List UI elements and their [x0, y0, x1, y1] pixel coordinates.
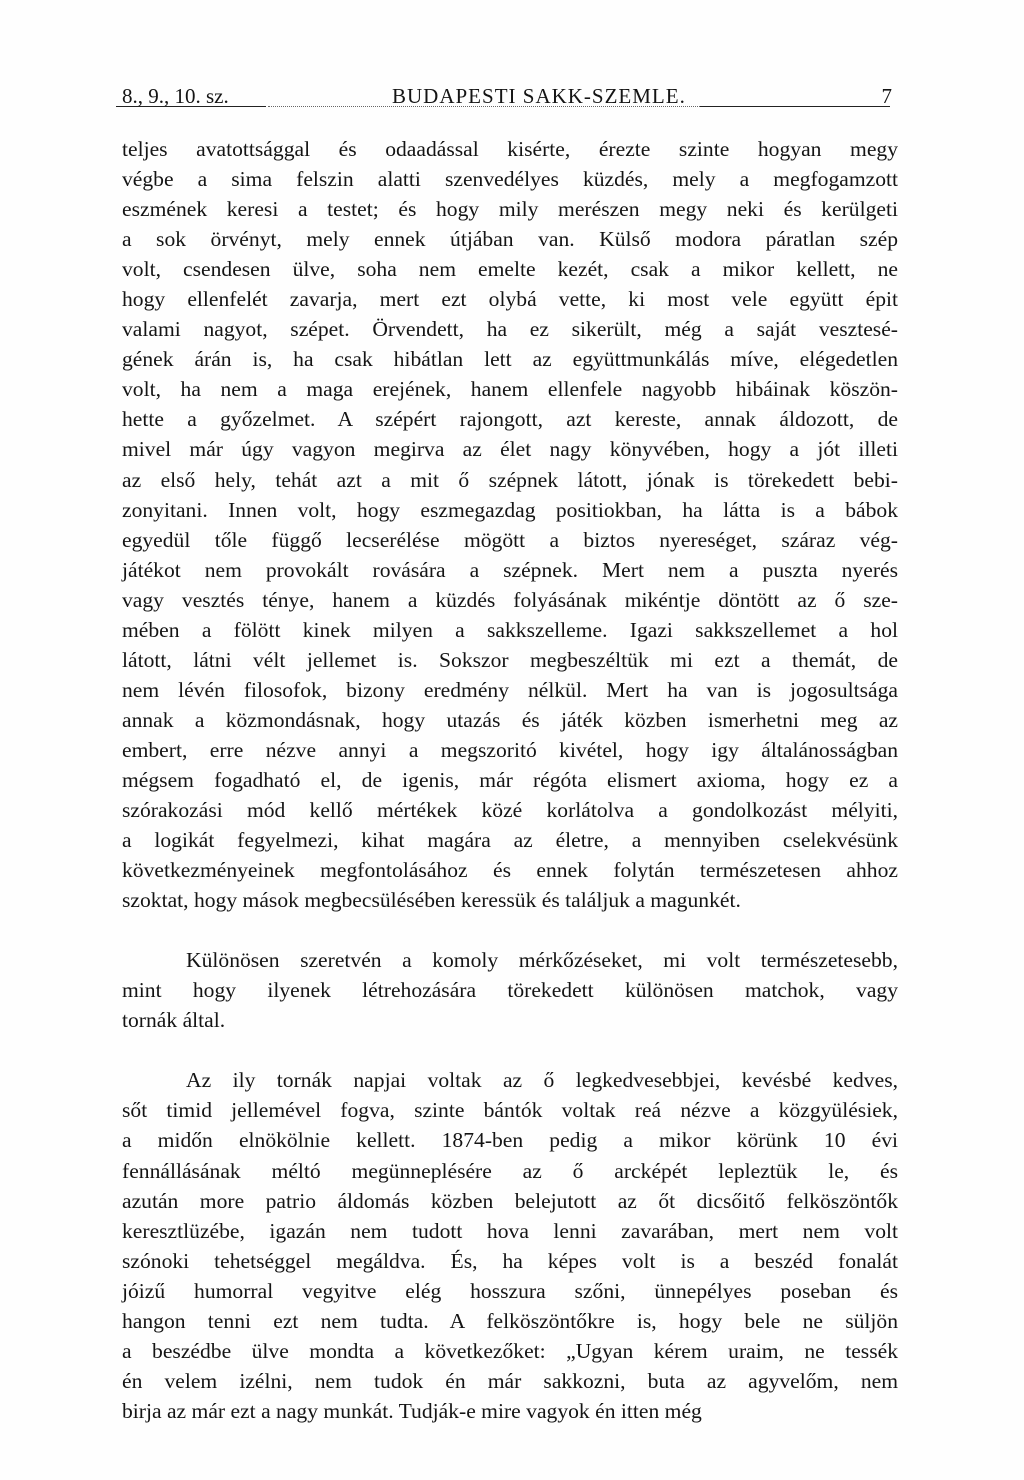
paragraph-gap: [122, 1035, 898, 1065]
text-line: mint hogy ilyenek létrehozására törekedett különösen matchok, vagy: [122, 978, 898, 1003]
text-line: mében a fölött kinek milyen a sakkszelleme. Igazi sakkszellemet a hol: [122, 617, 898, 642]
header-rule: [700, 106, 890, 107]
text-line: mégsem fogadható el, de igenis, már régóta elismert axioma, hogy ez a: [122, 767, 898, 792]
paragraph: [122, 1065, 898, 1426]
text-line: zonyitani. Innen volt, hogy eszmegazdag positiokban, ha látta is a bábok: [122, 497, 898, 522]
text-line: keresztlüzébe, igazán nem tudott hova lenni zavarában, mert nem volt: [122, 1218, 898, 1243]
text-line: gének árán is, ha csak hibátlan lett az együttmunkálás míve, elégedetlen: [122, 347, 898, 372]
text-line: következményeinek megfontolásához és ennek folytán természetesen ahhoz: [122, 858, 898, 883]
text-line: tornák által.: [122, 1008, 226, 1033]
text-line: eszmének keresi a testet; és hogy mily merészen megy neki és kerülgeti: [122, 197, 898, 222]
text-line: egyedül tőle függő lecserélése mögött a biztos nyereséget, száraz vég-: [122, 527, 898, 552]
text-line: szoktat, hogy mások megbecsülésében keressük és találjuk a magunkét.: [122, 888, 741, 913]
text-line: mivel már úgy vagyon megirva az élet nagy könyvében, hogy a jót illeti: [122, 437, 898, 462]
text-line: birja az már ezt a nagy munkát. Tudják-e mire vagyok én itten még: [122, 1398, 702, 1423]
issue-number: 8., 9., 10. sz.: [122, 84, 229, 108]
text-line: a sok örvényt, mely ennek útjában van. Külső modora páratlan szép: [122, 227, 898, 252]
text-line: hogy ellenfelét zavarja, mert ezt olybá vette, ki most vele együtt épit: [122, 287, 898, 312]
text-line: volt, ha nem a maga erejének, hanem ellenfele nagyobb hibáinak köszön-: [122, 377, 898, 402]
paragraph: [122, 134, 898, 915]
text-line: nem lévén filosofok, bizony eredmény nélkül. Mert ha van is jogosultsága: [122, 677, 898, 702]
text-line: annak a közmondásnak, hogy utazás és játék közben ismerhetni meg az: [122, 707, 898, 732]
text-line: szórakozási mód kellő mértékek közé korlátolva a gondolkozást mélyiti,: [122, 798, 898, 823]
text-line: a logikát fegyelmezi, kihat magára az életre, a mennyiben cselekvésünk: [122, 828, 898, 853]
text-line: végbe a sima felszin alatti szenvedélyes küzdés, mely a megfogamzott: [122, 167, 898, 192]
header-rule: [116, 106, 266, 107]
text-line: teljes avatottsággal és odaadással kisérte, érezte szinte hogyan megy: [122, 137, 898, 161]
text-line: hangon tenni ezt nem tudta. A felköszöntőkre is, hogy bele ne süljön: [122, 1308, 898, 1333]
text-line: szónoki tehetséggel megáldva. És, ha képes volt is a beszéd fonalát: [122, 1248, 898, 1273]
text-line: embert, erre nézve annyi a megszoritó kivétel, hogy igy általánosságban: [122, 737, 898, 762]
text-line: azután more patrio áldomás közben belejutott az őt dicsőitő felköszöntők: [122, 1188, 898, 1213]
paragraph-gap: [122, 915, 898, 945]
text-line: fennállásának méltó megünneplésére az ő arcképét lepleztük le, és: [122, 1158, 898, 1183]
text-line: a beszédbe ülve mondta a következőket: „Ugyan kérem uraim, ne tessék: [122, 1338, 898, 1363]
text-line: hette a győzelmet. A szépért rajongott, azt kereste, annak áldozott, de: [122, 407, 898, 432]
text-line: látott, látni vélt jellemet is. Sokszor megbeszéltük mi ezt a themát, de: [122, 647, 898, 672]
page-number: 7: [881, 84, 892, 108]
text-line: Az ily tornák napjai voltak az ő legkedvesebbjei, kevésbé kedves,: [186, 1068, 898, 1093]
paragraph: [122, 945, 898, 1035]
text-line: a midőn elnökölnie kellett. 1874-ben pedig a mikor körünk 10 évi: [122, 1128, 898, 1153]
text-line: valami nagyot, szépet. Örvendett, ha ez sikerült, még a saját vesztesé-: [122, 317, 898, 342]
text-line: vagy vesztés ténye, hanem a küzdés folyásának mikéntje döntött az ő sze-: [122, 587, 898, 612]
text-line: játékot nem provokált rovására a szépnek. Mert nem a puszta nyerés: [122, 557, 898, 582]
header-rule-dotted: [268, 106, 768, 107]
text-line: én velem izélni, nem tudok én már sakkozni, buta az agyvelőm, nem: [122, 1368, 898, 1393]
text-line: Különösen szeretvén a komoly mérkőzéseket, mi volt természetesebb,: [186, 948, 898, 973]
journal-title: BUDAPESTI SAKK-SZEMLE.: [392, 84, 686, 108]
article-body: [122, 134, 898, 1426]
text-line: sőt timid jellemével fogva, szinte bántók voltak reá nézve a közgyülésiek,: [122, 1098, 898, 1123]
text-line: az első hely, tehát azt a mit ő szépnek látott, jónak is törekedett bebi-: [122, 467, 898, 492]
text-line: jóizű humorral vegyitve elég hosszura szőni, ünnepélyes poseban és: [122, 1278, 898, 1303]
text-line: volt, csendesen ülve, soha nem emelte kezét, csak a mikor kellett, ne: [122, 257, 898, 282]
